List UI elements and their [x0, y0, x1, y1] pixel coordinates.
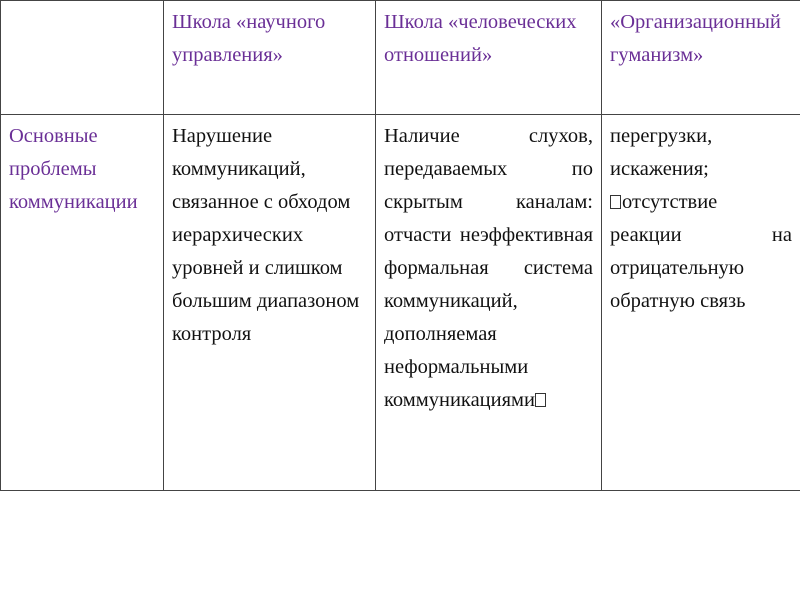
- header-row: [1, 1, 800, 115]
- row-label-communication-problems: Основные проблемы коммуникации: [1, 115, 164, 491]
- communication-problems-row: [1, 115, 800, 491]
- bullet-box-icon: [535, 393, 546, 407]
- cell-human-relations: [376, 115, 602, 491]
- bullet-box-icon: [610, 195, 621, 209]
- cell-organizational-humanism: [602, 115, 800, 491]
- header-scientific-management: Школа «научного управления»: [164, 1, 376, 115]
- bullet-item-no-feedback: [610, 186, 792, 318]
- header-human-relations: Школа «человеческих отношений»: [376, 1, 602, 115]
- cell-scientific-management: Нарушение коммуникаций, связанное с обходом иерархических уровней и слишком большим диапазоном контроля: [164, 115, 376, 491]
- header-empty-cell: [1, 1, 164, 115]
- bullet-item-overload-text: перегрузки, искажения;: [610, 125, 713, 180]
- bullet-item-overload: [610, 120, 792, 186]
- cell-human-relations-text: Наличие слухов, передаваемых по скрытым каналам: отчасти неэффективная формальная система коммуникаций, дополняемая неформальными коммуникациями: [384, 125, 593, 411]
- header-organizational-humanism: «Организационный гуманизм»: [602, 1, 800, 115]
- bullet-item-no-feedback-text: отсутствие реакции на отрицательную обратную связь: [610, 191, 792, 312]
